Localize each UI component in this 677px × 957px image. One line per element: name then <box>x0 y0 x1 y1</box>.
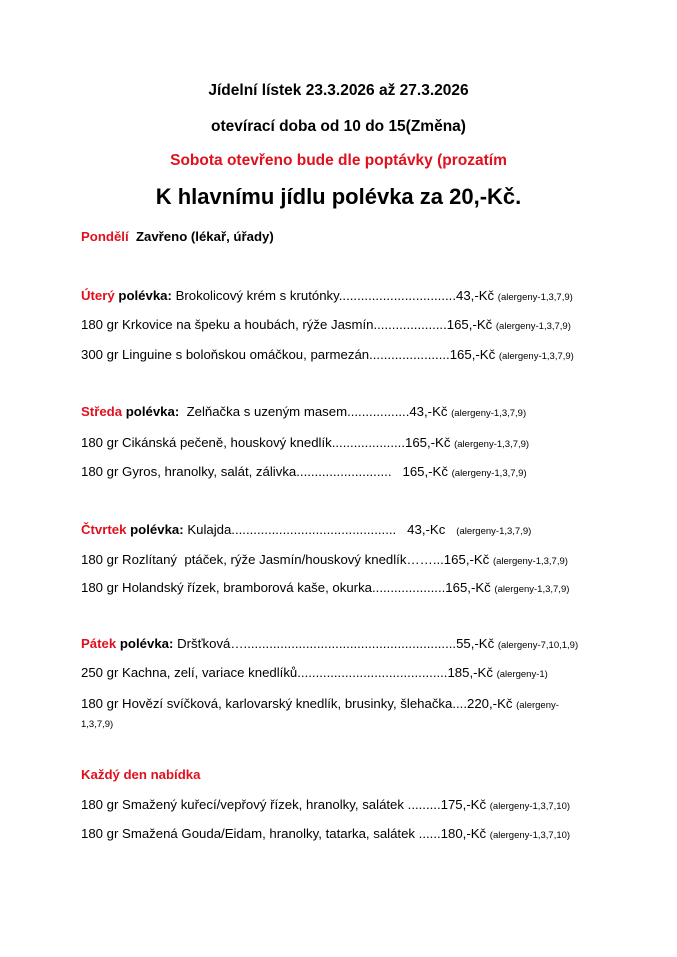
soup-text: Zelňačka s uzeným masem.................43,-Kč <box>186 404 448 419</box>
monday-note: Zavřeno (lékař, úřady) <box>135 229 274 244</box>
daily-offer-title <box>81 767 200 782</box>
menu-item <box>81 580 569 595</box>
item-text: 180 gr Smažený kuřecí/vepřový řízek, hranolky, salátek .........175,-Kč <box>81 797 487 812</box>
menu-item <box>81 826 570 841</box>
soup-text: Brokolicový krém s krutónky................................43,-Kč <box>175 288 495 303</box>
item-text: 300 gr Linguine s boloňskou omáčkou, parmezán......................165,-Kč <box>81 347 496 362</box>
day-label-wednesday: Středa <box>81 404 123 419</box>
menu-item <box>81 797 570 812</box>
item-text: 250 gr Kachna, zelí, variace knedlíků.........................................185,-Kč <box>81 665 493 680</box>
day-label-thursday: Čtvrtek <box>81 522 127 537</box>
menu-item <box>81 552 568 567</box>
menu-item <box>81 435 529 450</box>
friday-soup <box>81 636 578 651</box>
allergens: (alergeny-7,10,1,9) <box>497 640 579 651</box>
menu-title: Jídelní lístek 23.3.2026 až 27.3.2026 <box>208 82 469 99</box>
allergens: (alergeny-1,3,7,9) <box>454 439 530 450</box>
allergens: (alergeny-1,3,7,10) <box>489 830 571 841</box>
soup-label: polévka: <box>130 522 184 537</box>
menu-item <box>81 317 571 332</box>
allergens: (alergeny-1,3,7,9) <box>495 321 571 332</box>
thursday-soup <box>81 522 531 537</box>
soup-text: Dršťková…..........................................................55,-Kč <box>177 636 495 651</box>
opening-hours: otevírací doba od 10 do 15(Změna) <box>211 118 466 135</box>
allergens: (alergeny-1,3,7,10) <box>489 801 571 812</box>
allergens: (alergeny-1,3,7,9) <box>492 556 568 567</box>
item-text: 180 gr Cikánská pečeně, houskový knedlík....................165,-Kč <box>81 435 451 450</box>
daily-title: Každý den nabídka <box>81 767 201 782</box>
allergens: (alergeny-1,3,7,9) <box>456 526 532 537</box>
allergens: (alergeny-1,3,7,9) <box>81 700 559 730</box>
day-label-monday: Pondělí <box>81 229 129 244</box>
day-label-friday: Pátek <box>81 636 117 651</box>
menu-item <box>81 695 586 733</box>
allergens: (alergeny-1) <box>496 669 548 680</box>
menu-item <box>81 665 548 680</box>
item-text: 180 gr Hovězí svíčková, karlovarský knedlík, brusinky, šlehačka....220,-Kč <box>81 696 513 711</box>
item-text: 180 gr Holandský řízek, bramborová kaše, okurka....................165,-Kč <box>81 580 491 595</box>
allergens: (alergeny-1,3,7,9) <box>498 351 574 362</box>
item-text: 180 gr Smažená Gouda/Eidam, hranolky, tatarka, salátek ......180,-Kč <box>81 826 487 841</box>
day-label-tuesday: Úterý <box>81 288 115 303</box>
menu-item <box>81 464 527 479</box>
item-text: 180 gr Rozlítaný ptáček, rýže Jasmín/houskový knedlík……...165,-Kč <box>81 552 490 567</box>
item-text: 180 gr Krkovice na špeku a houbách, rýže Jasmín....................165,-Kč <box>81 317 493 332</box>
allergens: (alergeny-1,3,7,9) <box>497 292 573 303</box>
soup-offer: K hlavnímu jídlu polévka za 20,-Kč. <box>155 184 522 209</box>
tuesday-soup <box>81 288 573 303</box>
soup-label: polévka: <box>119 636 174 651</box>
saturday-note: Sobota otevřeno bude dle poptávky (prozatím <box>170 152 507 169</box>
soup-text: Kulajda............................................. 43,-Kc <box>187 522 446 537</box>
monday-line <box>81 229 274 244</box>
allergens: (alergeny-1,3,7,9) <box>494 584 570 595</box>
allergens: (alergeny-1,3,7,9) <box>451 408 527 419</box>
soup-label: polévka: <box>125 404 180 419</box>
allergens: (alergeny-1,3,7,9) <box>451 468 527 479</box>
item-text: 180 gr Gyros, hranolky, salát, zálivka.......................... 165,-Kč <box>81 464 448 479</box>
soup-label: polévka: <box>118 288 172 303</box>
wednesday-soup <box>81 404 526 419</box>
menu-item <box>81 347 574 362</box>
